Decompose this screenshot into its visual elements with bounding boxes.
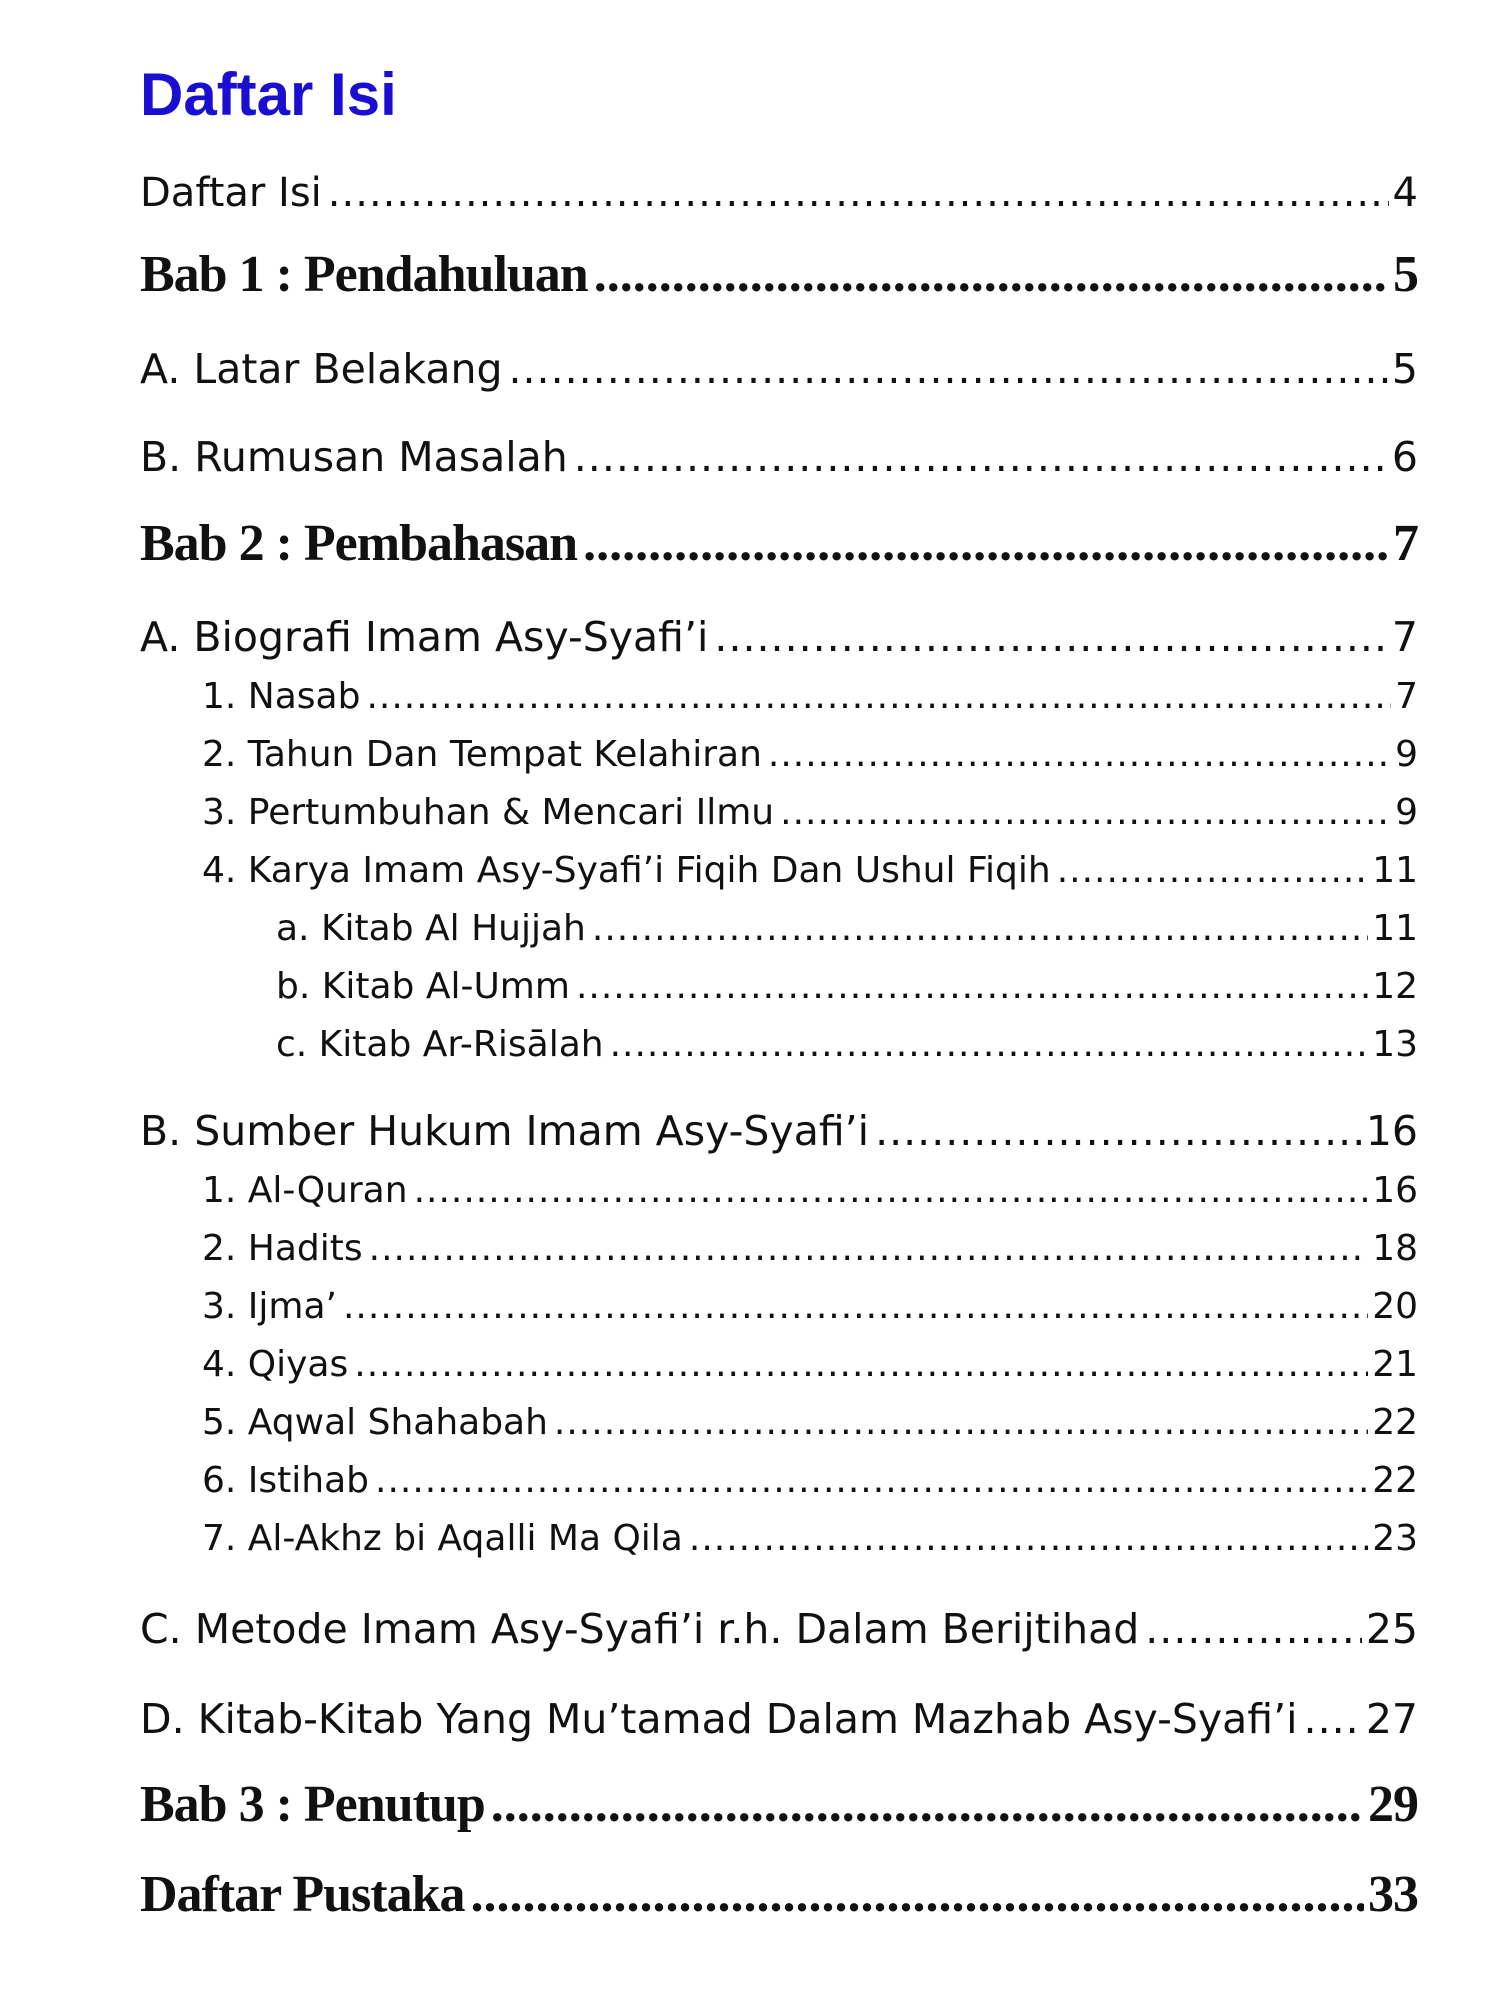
toc-entry-daftar-isi[interactable] [140,166,1418,220]
toc-entry-label: 7. Al-Akhz bi Aqalli Ma Qila [202,1518,683,1559]
toc-entry-label: C. Metode Imam Asy-Syafi’i r.h. Dalam Berijtihad [140,1605,1140,1653]
toc-entry-label: 5. Aqwal Shahabah [202,1402,548,1443]
toc-page-number: 22 [1372,1460,1418,1501]
toc-page-number: 7 [1393,515,1418,572]
toc-page-number: 12 [1372,966,1418,1007]
toc-entry-kelahiran[interactable] [202,730,1418,780]
toc-entry-label: 6. Istihab [202,1460,370,1501]
toc-entry-aqwal-shahabah[interactable] [202,1398,1418,1448]
toc-page-number: 29 [1368,1776,1418,1833]
toc-page-number: 23 [1372,1518,1418,1559]
toc-leader-dots [610,1020,1369,1070]
toc-page-number: 21 [1372,1344,1418,1385]
toc-leader-dots [576,962,1368,1012]
toc-leader-dots [366,672,1391,722]
toc-leader-dots [369,1224,1369,1274]
toc-leader-dots [343,1282,1368,1332]
toc-page-number: 16 [1365,1107,1418,1155]
toc-leader-dots [768,730,1391,780]
toc-entry-al-hujjah[interactable] [276,904,1418,954]
toc-page-number: 11 [1372,850,1418,891]
toc-entry-label: A. Biografi Imam Asy-Syafi’i [140,613,709,661]
page-title: Daftar Isi [140,61,397,128]
toc-page-number: 7 [1395,676,1418,717]
toc-leader-dots [689,1514,1368,1564]
toc-entry-rumusan-masalah[interactable] [140,430,1418,484]
toc-entry-label: Bab 2 : Pembahasan [140,515,578,572]
toc-page-number: 33 [1368,1866,1418,1923]
toc-page-number: 27 [1365,1695,1418,1743]
toc-leader-dots [508,342,1387,396]
toc-entry-qiyas[interactable] [202,1340,1418,1390]
toc-page-number: 22 [1372,1402,1418,1443]
toc-entry-bab-1[interactable] [140,244,1418,306]
toc-entry-pertumbuhan[interactable] [202,788,1418,838]
toc-entry-label: B. Rumusan Masalah [140,433,568,481]
toc-entry-nasab[interactable] [202,672,1418,722]
toc-entry-sumber-hukum[interactable] [140,1104,1418,1158]
toc-leader-dots [714,610,1388,664]
toc-leader-dots [491,1774,1364,1836]
toc-entry-metode[interactable] [140,1602,1418,1656]
toc-entry-latar-belakang[interactable] [140,342,1418,396]
toc-page-number: 5 [1393,246,1418,303]
toc-entry-label: Daftar Isi [140,170,322,216]
toc-page-number: 9 [1395,734,1418,775]
toc-entry-karya[interactable] [202,846,1418,896]
toc-leader-dots [354,1340,1368,1390]
toc-page-number: 5 [1391,345,1418,393]
toc-entry-label: 2. Tahun Dan Tempat Kelahiran [202,734,762,775]
toc-entry-label: 2. Hadits [202,1228,363,1269]
toc-page-number: 9 [1395,792,1418,833]
toc-entry-al-quran[interactable] [202,1166,1418,1216]
toc-entry-label: 1. Nasab [202,676,361,717]
toc-entry-hadits[interactable] [202,1224,1418,1274]
toc-page-number: 25 [1365,1605,1418,1653]
toc-entry-daftar-pustaka[interactable] [140,1864,1418,1926]
toc-entry-label: 3. Ijma’ [202,1286,337,1327]
toc-leader-dots [470,1864,1364,1926]
toc-entry-label: A. Latar Belakang [140,345,503,393]
toc-leader-dots [414,1166,1369,1216]
toc-leader-dots [875,1104,1362,1158]
toc-entry-label: Bab 3 : Penutup [140,1776,485,1833]
toc-entry-ar-risalah[interactable] [276,1020,1418,1070]
toc-entry-label: a. Kitab Al Hujjah [276,908,586,949]
toc-page-number: 11 [1372,908,1418,949]
toc-leader-dots [554,1398,1368,1448]
toc-entry-biografi[interactable] [140,610,1418,664]
toc-entry-label: c. Kitab Ar-Risālah [276,1024,604,1065]
toc-entry-istihab[interactable] [202,1456,1418,1506]
toc-page-number: 16 [1372,1170,1418,1211]
toc-leader-dots [1057,846,1368,896]
toc-page-number: 7 [1391,613,1418,661]
toc-leader-dots [375,1456,1368,1506]
toc-leader-dots [1145,1602,1362,1656]
toc-page-number: 18 [1372,1228,1418,1269]
toc-leader-dots [594,244,1389,306]
toc-entry-label: 4. Qiyas [202,1344,349,1385]
toc-leader-dots [780,788,1391,838]
toc-page-number: 20 [1372,1286,1418,1327]
toc-entry-ijma[interactable] [202,1282,1418,1332]
toc-entry-label: D. Kitab-Kitab Yang Mu’tamad Dalam Mazhab Asy-Syafi’i [140,1695,1298,1743]
toc-entry-label: Daftar Pustaka [140,1866,465,1923]
toc-entry-label: 1. Al-Quran [202,1170,408,1211]
toc-page-number: 6 [1391,433,1418,481]
toc-leader-dots [328,166,1389,220]
toc-entry-label: 4. Karya Imam Asy-Syafi’i Fiqih Dan Ushul Fiqih [202,850,1051,891]
toc-entry-label: Bab 1 : Pendahuluan [140,246,588,303]
toc-entry-al-akhz[interactable] [202,1514,1418,1564]
toc-entry-label: B. Sumber Hukum Imam Asy-Syafi’i [140,1107,870,1155]
toc-entry-bab-3[interactable] [140,1774,1418,1836]
toc-entry-al-umm[interactable] [276,962,1418,1012]
toc-entry-bab-2[interactable] [140,513,1418,575]
toc-entry-label: 3. Pertumbuhan & Mencari Ilmu [202,792,775,833]
toc-leader-dots [583,513,1389,575]
toc-entry-kitab-mutamad[interactable] [140,1692,1418,1746]
toc-leader-dots [592,904,1368,954]
toc-entry-label: b. Kitab Al-Umm [276,966,570,1007]
toc-leader-dots [1304,1692,1362,1746]
toc-page-number: 13 [1372,1024,1418,1065]
toc-leader-dots [574,430,1388,484]
toc-page-number: 4 [1392,170,1418,216]
